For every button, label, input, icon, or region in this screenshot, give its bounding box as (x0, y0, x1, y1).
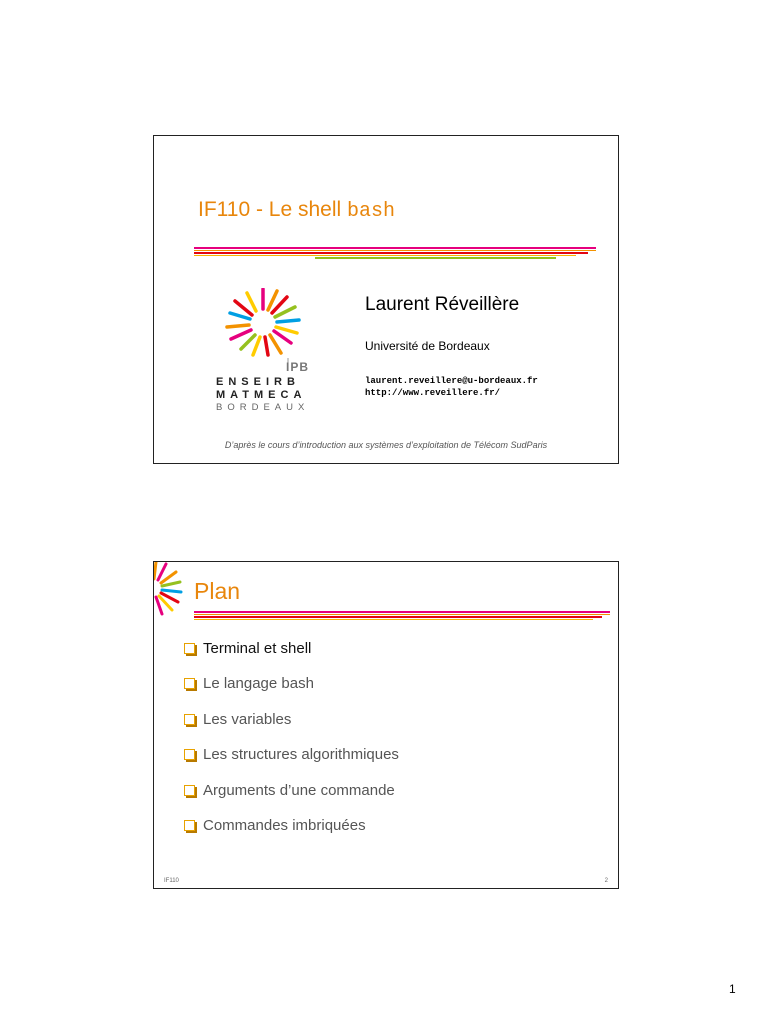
checkbox-bullet-icon (184, 678, 195, 689)
contact-info (365, 375, 538, 399)
slide-title: IF110 - Le shell bash (198, 198, 396, 223)
decorative-stripes (194, 611, 610, 621)
plan-slide (153, 561, 619, 889)
logo-bordeaux-label: BORDEAUX (216, 402, 310, 413)
plan-list (184, 640, 399, 852)
slide-footer-number: 2 (604, 878, 608, 884)
list-item: Commandes imbriquées (184, 817, 399, 852)
title-slide (153, 135, 619, 464)
checkbox-bullet-icon (184, 749, 195, 760)
ipb-logo-icon (218, 288, 308, 368)
list-item: Terminal et shell (184, 640, 399, 675)
corner-logo-icon (153, 561, 196, 628)
checkbox-bullet-icon (184, 820, 195, 831)
list-item: Le langage bash (184, 675, 399, 710)
logo-enseirb-label: ENSEIRB (216, 376, 300, 388)
logo-ipb-label: IPB (286, 360, 310, 374)
checkbox-bullet-icon (184, 643, 195, 654)
list-item: Les variables (184, 711, 399, 746)
list-item: Les structures algorithmiques (184, 746, 399, 781)
decorative-stripes (194, 247, 596, 260)
logo-matmeca-label: MATMECA (216, 389, 307, 401)
slide-footer-course: IF110 (164, 878, 179, 884)
author-name: Laurent Réveillère (365, 294, 520, 315)
checkbox-bullet-icon (184, 714, 195, 725)
page-number: 1 (729, 982, 736, 996)
slide-title: Plan (194, 578, 241, 604)
checkbox-bullet-icon (184, 785, 195, 796)
list-item: Arguments d’une commande (184, 782, 399, 817)
source-credit: D’après le cours d’introduction aux systèmes d’exploitation de Télécom SudParis (224, 440, 548, 450)
website-link[interactable]: http://www.reveillere.fr/ (365, 388, 501, 398)
email-link[interactable]: laurent.reveillere@u-bordeaux.fr (365, 376, 538, 386)
university-name: Université de Bordeaux (365, 339, 490, 353)
